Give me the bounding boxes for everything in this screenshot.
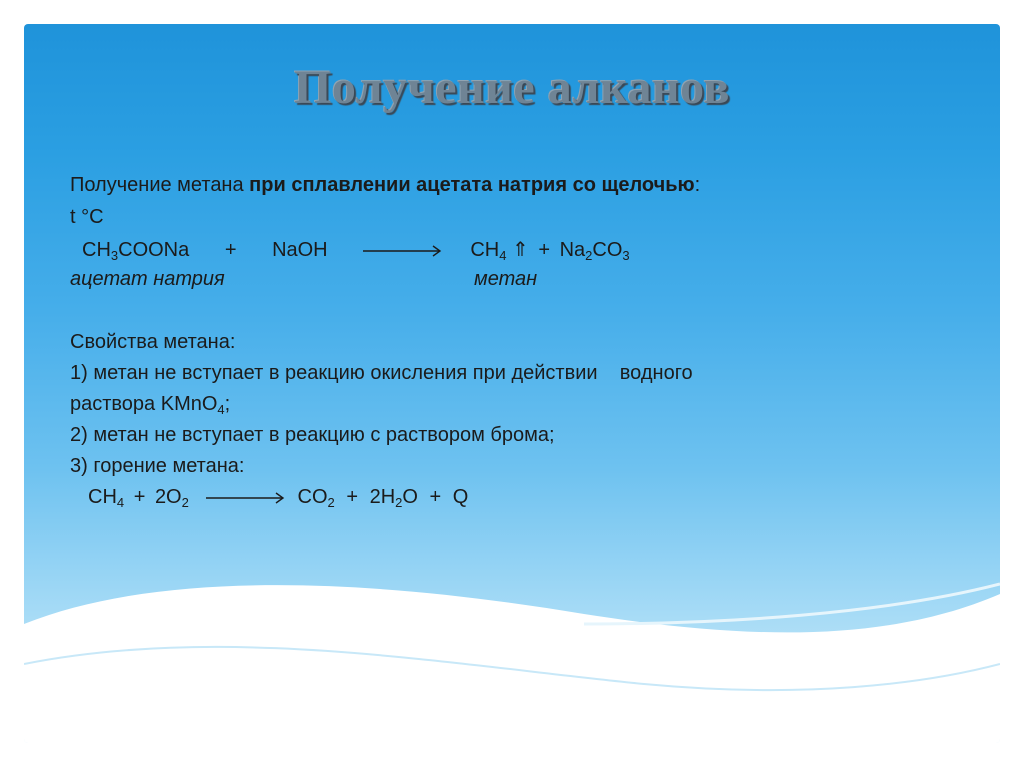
property-1b-text: раствора KMnO — [70, 393, 218, 415]
reaction-arrow-icon — [206, 491, 286, 505]
property-2: 2) метан не вступает в реакцию с раствором брома; — [70, 424, 555, 446]
subscript: 3 — [110, 248, 119, 263]
subscript: 4 — [217, 402, 225, 417]
product-heat: Q — [452, 486, 469, 508]
property-1a: 1) метан не вступает в реакцию окисления при действии водного — [70, 362, 693, 384]
subscript: 3 — [622, 248, 630, 263]
property-1b — [70, 393, 230, 416]
reagent-oxygen: 2O — [154, 486, 182, 508]
product-2: Na — [559, 239, 586, 261]
slide — [24, 24, 1000, 743]
subscript: 2 — [585, 248, 593, 263]
product-1: CH — [470, 239, 500, 261]
reagent-2: NaOH — [272, 239, 328, 261]
subscript: 2 — [327, 495, 335, 510]
page-title: Получение алканов — [294, 61, 730, 114]
temperature-label: t °C — [70, 206, 104, 228]
reaction-arrow-icon — [363, 244, 443, 258]
gas-arrow-icon: ⇑ — [512, 239, 529, 261]
properties-heading: Свойства метана: — [70, 331, 236, 353]
plus-sign: + — [429, 486, 442, 508]
plus-sign: + — [346, 486, 359, 508]
plus-sign: + — [538, 239, 551, 261]
property-3: 3) горение метана: — [70, 455, 245, 477]
subscript: 4 — [116, 495, 125, 510]
plus-sign: + — [224, 239, 237, 261]
product-water: 2H — [369, 486, 396, 508]
reaction-2 — [88, 486, 468, 509]
subscript: 2 — [181, 495, 189, 510]
product-co2: CO — [297, 486, 328, 508]
intro-line — [70, 174, 700, 197]
intro-prefix: Получение метана — [70, 174, 250, 196]
subscript: 4 — [499, 248, 507, 263]
reaction-1 — [82, 237, 630, 262]
plus-sign: + — [133, 486, 146, 508]
intro-suffix: : — [694, 174, 701, 196]
reagent-name: ацетат натрия — [70, 268, 225, 290]
product-2-rest: CO — [592, 239, 623, 261]
reagent-1: CH — [82, 239, 111, 261]
reagent-1-rest: COONa — [118, 239, 190, 261]
reagent-methane: CH — [88, 486, 117, 508]
property-1b-end: ; — [224, 393, 231, 415]
subscript: 2 — [395, 495, 403, 510]
product-name: метан — [474, 268, 538, 290]
intro-bold: при сплавлении ацетата натрия со щелочью — [249, 174, 695, 196]
product-water-rest: O — [402, 486, 418, 508]
